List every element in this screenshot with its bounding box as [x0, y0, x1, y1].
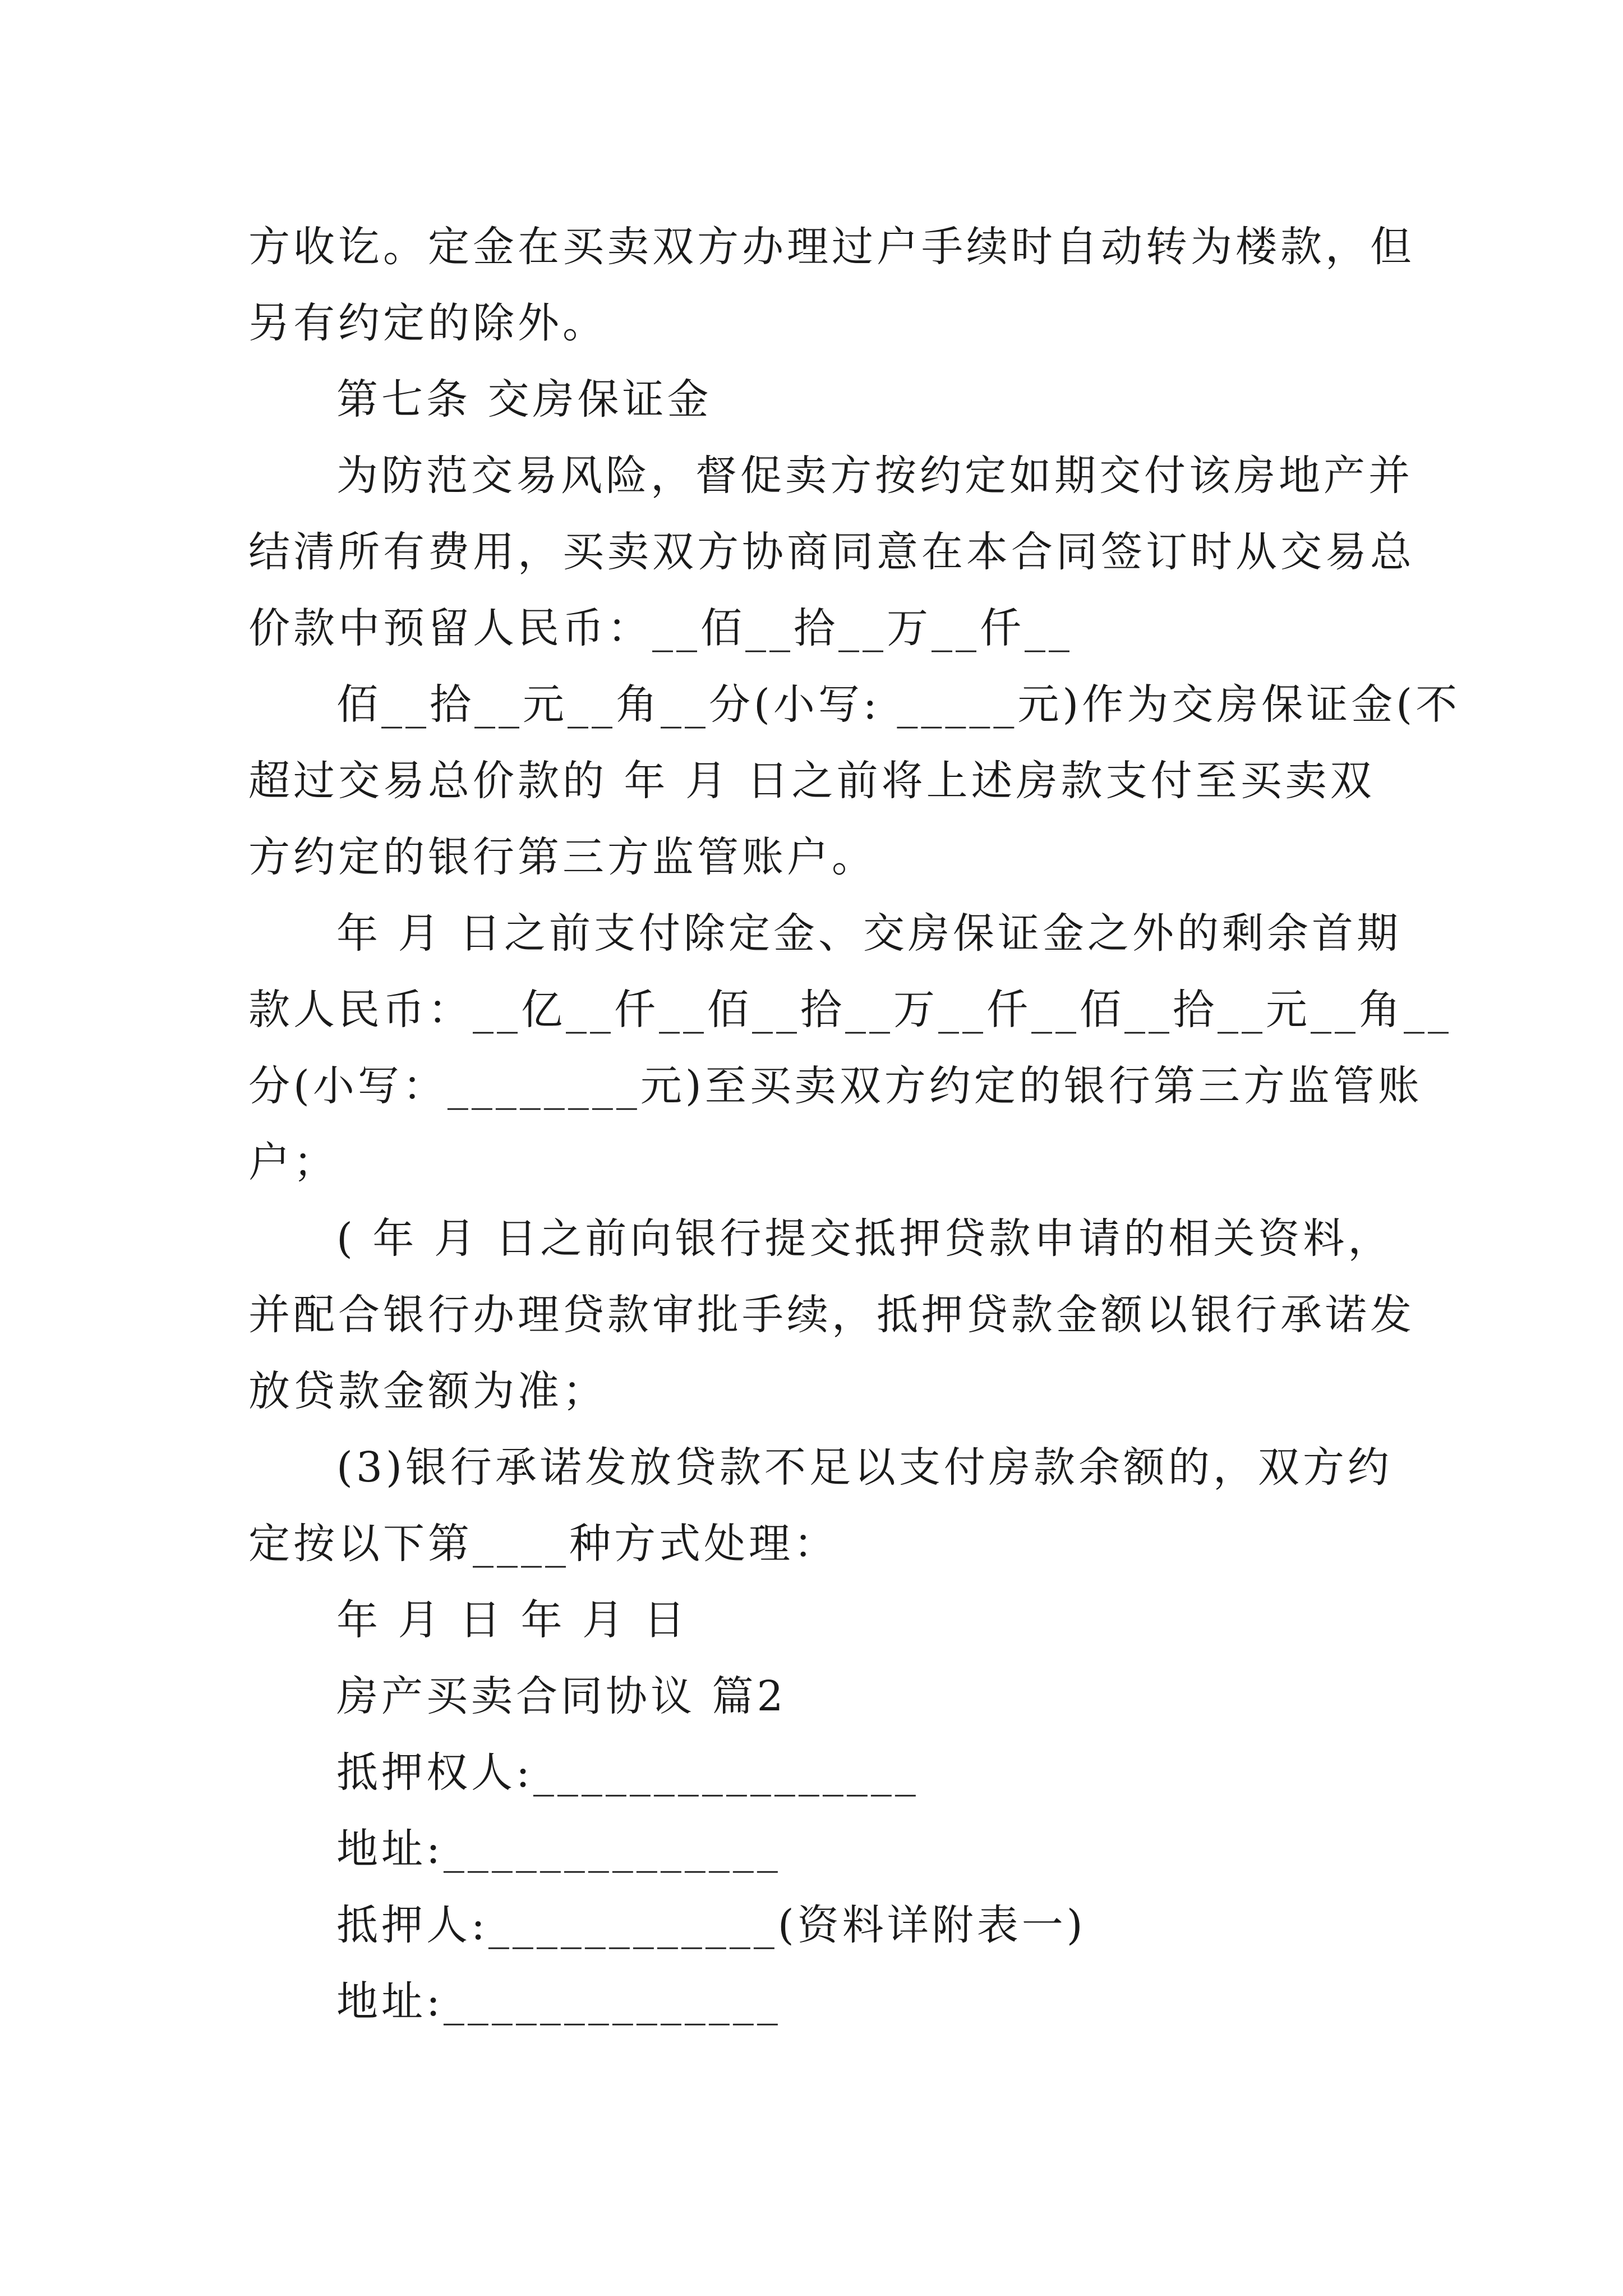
field-mortgagor: 抵押人:____________(资料详附表一) [336, 1901, 1086, 1949]
field-address: 地址:______________ [336, 1977, 781, 2026]
section-heading: 第七条 交房保证金 [336, 375, 712, 424]
text-line: 价款中预留人民币：__佰__拾__万__仟__ [248, 604, 1073, 652]
section-heading: 房产买卖合同协议 篇2 [336, 1672, 787, 1720]
text-line: 放贷款金额为准； [248, 1367, 607, 1415]
text-line: 并配合银行办理贷款审批手续，抵押贷款金额以银行承诺发 [248, 1291, 1415, 1339]
text-line: 户； [248, 1138, 338, 1186]
text-line: (3)银行承诺发放贷款不足以支付房款余额的，双方约 [336, 1443, 1393, 1492]
text-line: 年 月 日之前支付除定金、交房保证金之外的剩余首期 [336, 909, 1402, 958]
text-line: 为防范交易风险，督促卖方按约定如期交付该房地产并 [336, 452, 1413, 500]
text-line: 结清所有费用，买卖双方协商同意在本合同签订时从交易总 [248, 528, 1415, 576]
field-address: 地址:______________ [336, 1825, 781, 1873]
text-line: 分(小写：________元)至买卖双方约定的银行第三方监管账 [248, 1062, 1423, 1110]
text-line: ( 年 月 日之前向银行提交抵押贷款申请的相关资料， [336, 1214, 1393, 1263]
text-line: 超过交易总价款的 年 月 日之前将上述房款支付至买卖双 [248, 757, 1375, 805]
field-mortgagee: 抵押权人:________________ [336, 1749, 919, 1797]
text-line: 佰__拾__元__角__分(小写: _____元)作为交房保证金(不 [336, 680, 1461, 729]
text-line: 另有约定的除外。 [248, 299, 607, 347]
text-line: 定按以下第____种方式处理： [248, 1520, 838, 1568]
text-line: 方约定的银行第三方监管账户。 [248, 833, 877, 881]
date-line: 年 月 日 年 月 日 [336, 1596, 689, 1644]
text-line: 方收讫。定金在买卖双方办理过户手续时自动转为楼款，但 [248, 223, 1415, 271]
text-line: 款人民币：__亿__仟__佰__拾__万__仟__佰__拾__元__角__ [248, 986, 1452, 1034]
